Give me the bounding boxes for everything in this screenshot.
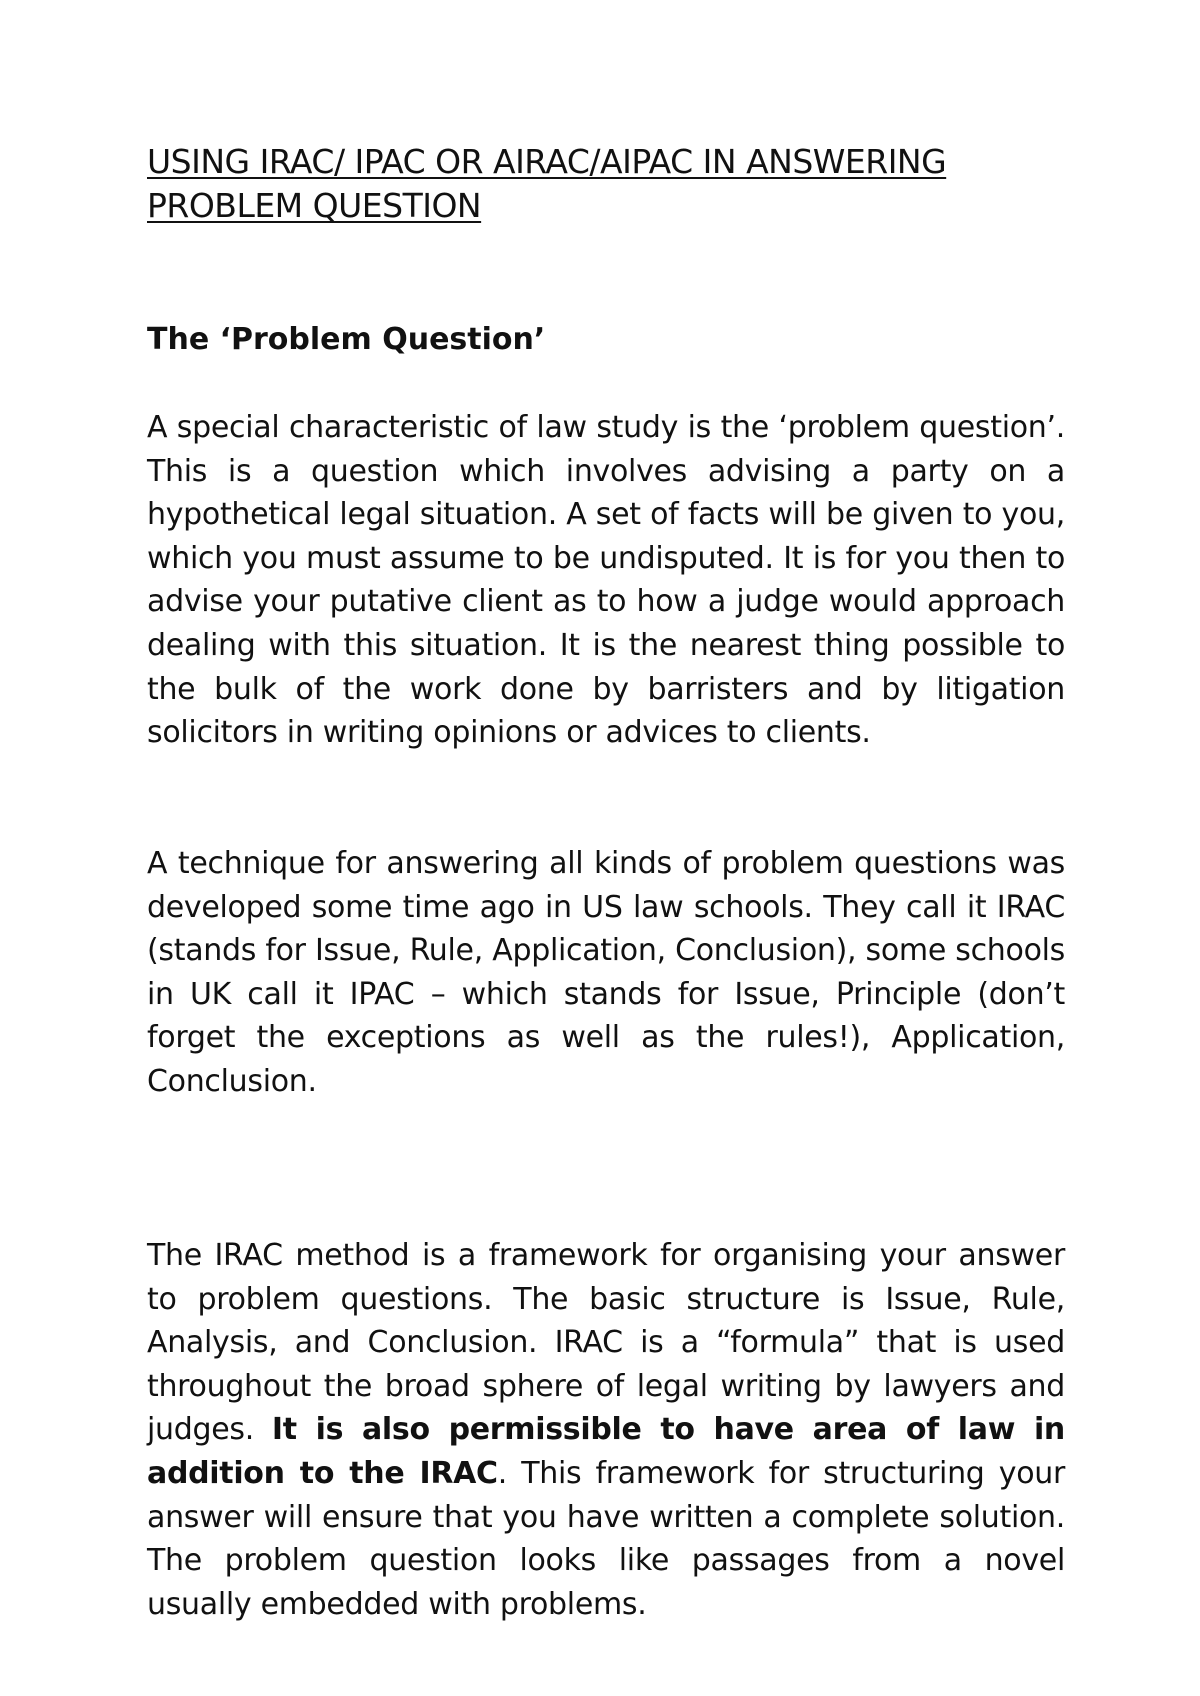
paragraph-irac-method-text-start: The IRAC method is a framework for organising your answer to problem questions. The basic structure is Issue, Rule, Analysis, and Conclusion. IRAC is a “formula” that is used throughout the broad sphere of legal writing by lawyers and judges. — [147, 1238, 1065, 1448]
paragraph-irac-technique: A technique for answering all kinds of problem questions was developed some time ago in US law schools. They call it IRAC (stands for Issue, Rule, Application, Conclusion), some schools in UK call it IPAC – which stands for Issue, Principle (don’t forget the exceptions as well as the rules!), Application, Conclusion. — [147, 846, 1065, 1099]
paragraph-problem-question-intro: A special characteristic of law study is the ‘problem question’. This is a question which involves advising a party on a hypothetical legal situation. A set of facts will be given to you, which you must assume to be undisputed. It is for you then to advise your putative client as to how a judge would approach dealing with this situation. It is the nearest thing possible to the bulk of the work done by barristers and by litigation solicitors in writing opinions or advices to clients. — [147, 410, 1065, 751]
document-title: USING IRAC/ IPAC OR AIRAC/AIPAC IN ANSWERING PROBLEM QUESTION — [147, 142, 947, 225]
document-page — [147, 140, 1065, 1622]
section-heading: The ‘Problem Question’ — [147, 322, 546, 357]
paragraph-irac-method-text-end: . This framework for structuring your answer will ensure that you have written a complete solution. The problem question looks like passages from a novel usually embedded with problems. — [147, 1455, 1065, 1622]
paragraph-irac-method — [147, 1234, 1065, 1626]
paragraph-irac-method-bold-text: It is also permissible to have area of law in addition to the IRAC — [147, 1412, 1065, 1491]
